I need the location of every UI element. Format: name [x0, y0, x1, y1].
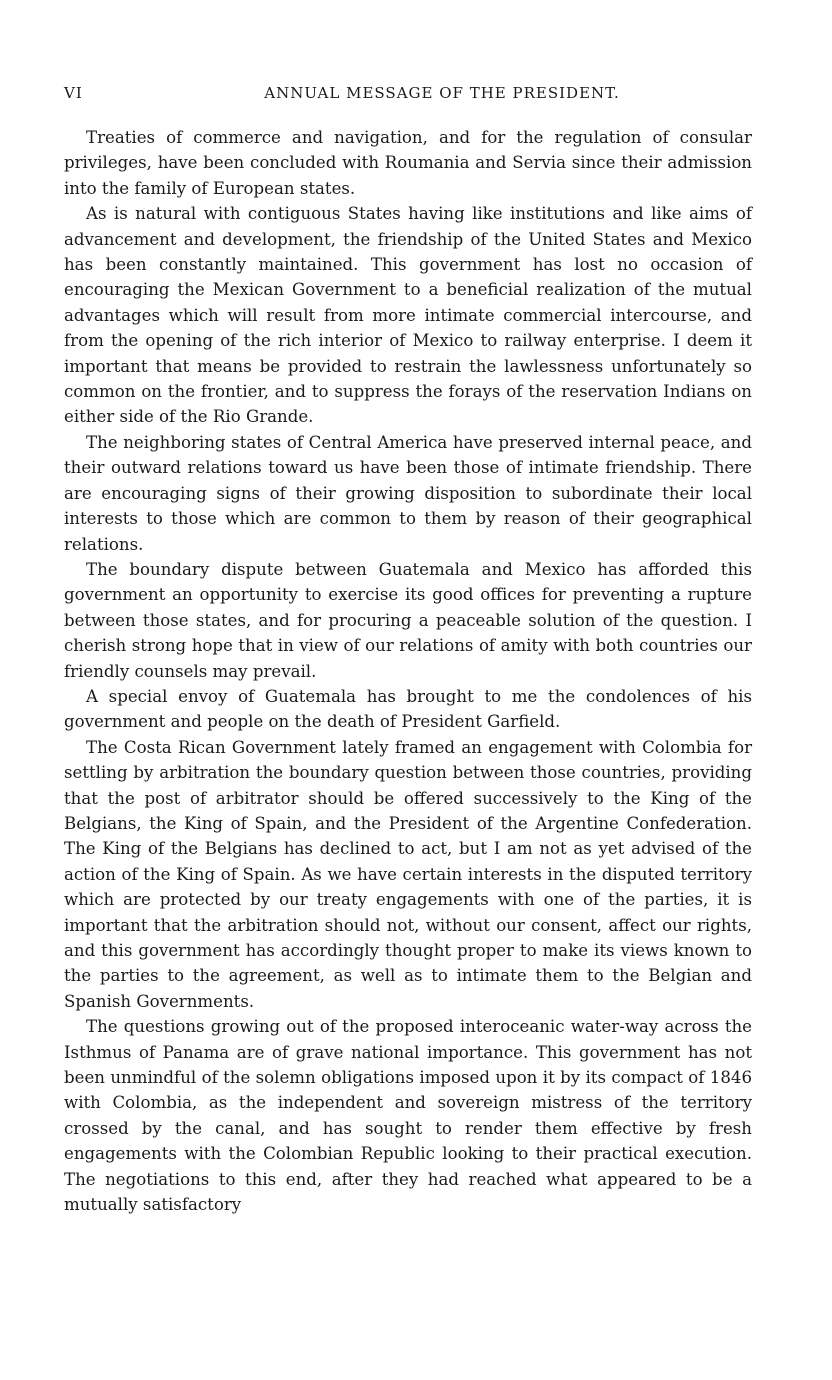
paragraph-mexico: As is natural with contiguous States having like institutions and like aims of advancement and development, the friendship of the United States and Mexico has been constantly maintained. This government has lost no occasion of encouraging the Mexican Government to a beneficial realization of the mutual advantages which will result from more intimate commercial intercourse, and from the opening of the rich interior of Mexico to railway enterprise. I deem it important that means be provided to restrain the lawlessness unfortunately so common on the frontier, and to suppress the forays of the reservation Indians on either side of the Rio Grande. [64, 204, 752, 427]
page-number: VI [64, 84, 83, 102]
paragraph-central-america: The neighboring states of Central America have preserved internal peace, and their outward relations toward us have been those of intimate friendship. There are encouraging signs of their growing disposition to subordinate their local interests to those which are common to them by reason of their geographical relations. [64, 432, 752, 554]
paragraph-boundary-dispute: The boundary dispute between Guatemala and Mexico has afforded this government an opportunity to exercise its good offices for preventing a rupture between those states, and for procuring a peaceable solution of the question. I cherish strong hope that in view of our relations of amity with both countries our friendly counsels may prevail. [64, 559, 752, 681]
body-text [64, 125, 752, 1217]
paragraph-costa-rica: The Costa Rican Government lately framed an engagement with Colombia for settling by arbitration the boundary question between those countries, providing that the post of arbitrator should be offered successively to the King of the Belgians, the King of Spain, and the President of the Argentine Confederation. The King of the Belgians has declined to act, but I am not as yet advised of the action of the King of Spain. As we have certain interests in the disputed territory which are protected by our treaty engagements with one of the parties, it is important that the arbitration should not, without our consent, affect our rights, and this government has accordingly thought proper to make its views known to the parties to the agreement, as well as to intimate them to the Belgian and Spanish Governments. [64, 737, 752, 1011]
paragraph-guatemala-envoy: A special envoy of Guatemala has brought to me the condolences of his government and people on the death of President Garfield. [64, 686, 752, 732]
paragraph-treaties: Treaties of commerce and navigation, and for the regulation of consular privileges, have been concluded with Roumania and Servia since their admission into the family of European states. [64, 128, 752, 198]
paragraph-panama: The questions growing out of the proposed interoceanic water-way across the Isthmus of Panama are of grave national importance. This government has not been unmindful of the solemn obligations imposed upon it by its compact of 1846 with Colombia, as the independent and sovereign mistress of the territory crossed by the canal, and has sought to render them effective by fresh engagements with the Colombian Republic looking to their practical execution. The negotiations to this end, after they had reached what appeared to be a mutually satisfactory [64, 1017, 752, 1215]
running-title: ANNUAL MESSAGE OF THE PRESIDENT. [264, 84, 620, 102]
running-head [64, 84, 750, 108]
